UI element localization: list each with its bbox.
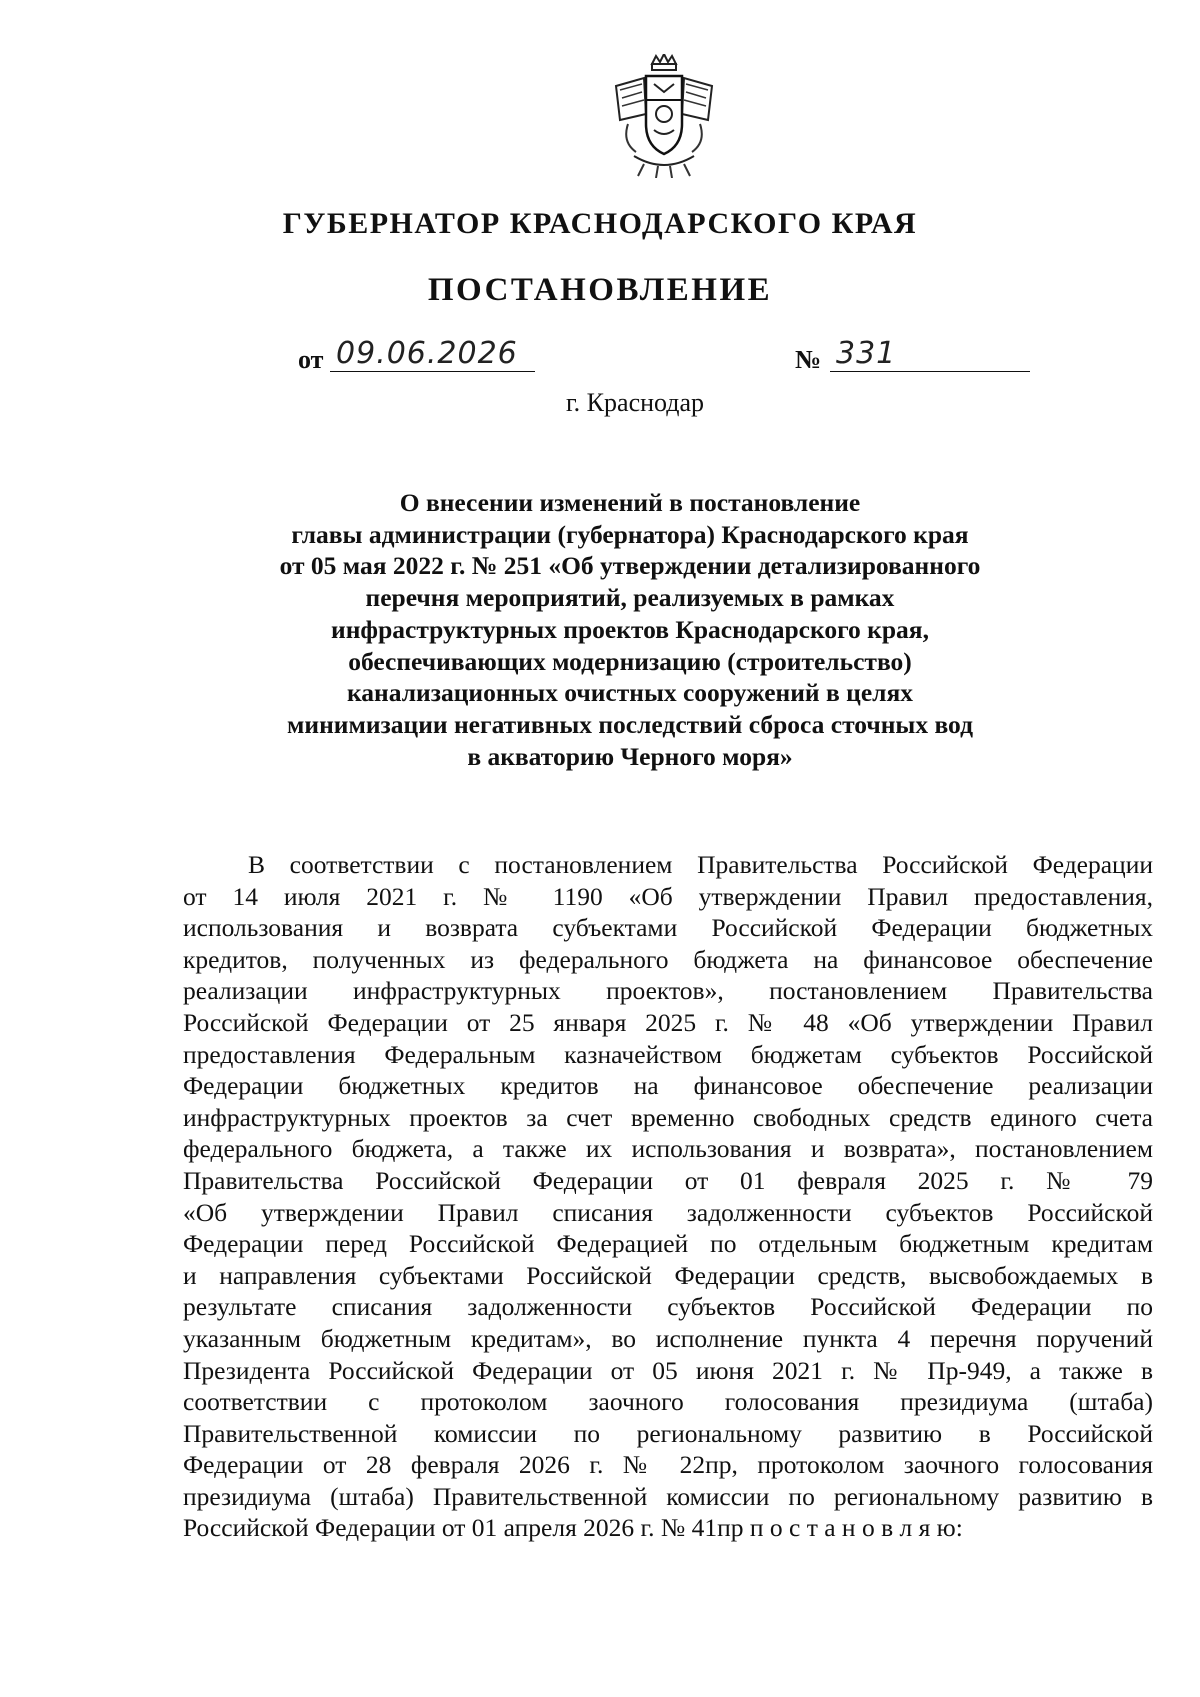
body-line: Федерации от 28 февраля 2026 г. № 22пр, протоколом заочного голосования <box>183 1450 1153 1480</box>
body-line: Президента Российской Федерации от 05 июня 2021 г. № Пр-949, а также в <box>183 1355 1153 1385</box>
title-line: в акваторию Черного моря» <box>467 741 793 771</box>
title-line: минимизации негативных последствий сброса сточных вод <box>287 709 973 739</box>
body-line: В соответствии с постановлением Правительства Российской Федерации <box>248 850 1153 879</box>
body-line: Российской Федерации от 01 апреля 2026 г. № 41пр п о с т а н о в л я ю: <box>183 1513 963 1543</box>
issuer-heading: ГУБЕРНАТОР КРАСНОДАРСКОГО КРАЯ <box>282 207 918 240</box>
coat-of-arms-icon <box>608 54 720 178</box>
body-line: кредитов, полученных из федерального бюджета на финансовое обеспечение <box>183 944 1153 974</box>
title-line: главы администрации (губернатора) Краснодарского края <box>291 519 969 549</box>
city-label: г. Краснодар <box>565 388 705 417</box>
title-line: канализационных очистных сооружений в целях <box>346 678 914 708</box>
body-line: федерального бюджета, а также их использования и возврата», постановлением <box>183 1134 1153 1164</box>
number-field <box>830 337 1030 372</box>
body-line: использования и возврата субъектами Российской Федерации бюджетных <box>183 913 1153 943</box>
body-paragraph <box>183 849 1153 1544</box>
title-line: обеспечивающих модернизацию (строительство) <box>348 646 912 676</box>
body-line: инфраструктурных проектов за счет временно свободных средств единого счета <box>183 1102 1153 1132</box>
body-line: Правительства Российской Федерации от 01 февраля 2025 г. № 79 <box>183 1165 1153 1195</box>
body-line: указанным бюджетным кредитам», во исполнение пункта 4 перечня поручений <box>183 1323 1153 1353</box>
body-line: реализации инфраструктурных проектов», постановлением Правительства <box>183 976 1153 1006</box>
body-line: Правительственной комиссии по региональному развитию в Российской <box>183 1418 1153 1448</box>
body-line: Российской Федерации от 25 января 2025 г. № 48 «Об утверждении Правил <box>183 1007 1153 1037</box>
body-line: предоставления Федеральным казначейством бюджетам субъектов Российской <box>183 1039 1153 1069</box>
number-prefix: № <box>795 345 822 374</box>
date-field <box>330 337 535 372</box>
title-line: от 05 мая 2022 г. № 251 «Об утверждении детализированного <box>279 551 981 581</box>
body-line: Федерации перед Российской Федерацией по отдельным бюджетным кредитам <box>183 1229 1153 1259</box>
body-line: президиума (штаба) Правительственной комиссии по региональному развитию в <box>183 1481 1153 1511</box>
number-value: 331 <box>836 336 897 371</box>
date-value: 09.06.2026 <box>336 336 518 371</box>
body-line: соответствии с протоколом заочного голосования президиума (штаба) <box>183 1387 1153 1417</box>
title-line: О внесении изменений в постановление <box>399 488 861 517</box>
body-line: «Об утверждении Правил списания задолженности субъектов Российской <box>183 1197 1153 1227</box>
title-line: инфраструктурных проектов Краснодарского края, <box>331 614 929 644</box>
date-number-row <box>0 337 1200 377</box>
document-title <box>230 487 1030 772</box>
body-line: и направления субъектами Российской Федерации средств, высвобождаемых в <box>183 1260 1153 1290</box>
body-line: Федерации бюджетных кредитов на финансовое обеспечение реализации <box>183 1071 1153 1101</box>
date-prefix: от <box>298 345 324 374</box>
title-line: перечня мероприятий, реализуемых в рамках <box>365 583 895 613</box>
body-line: от 14 июля 2021 г. № 1190 «Об утверждении Правил предоставления, <box>183 881 1153 911</box>
document-type-heading: ПОСТАНОВЛЕНИЕ <box>427 272 773 308</box>
body-line: результате списания задолженности субъектов Российской Федерации по <box>183 1292 1153 1322</box>
